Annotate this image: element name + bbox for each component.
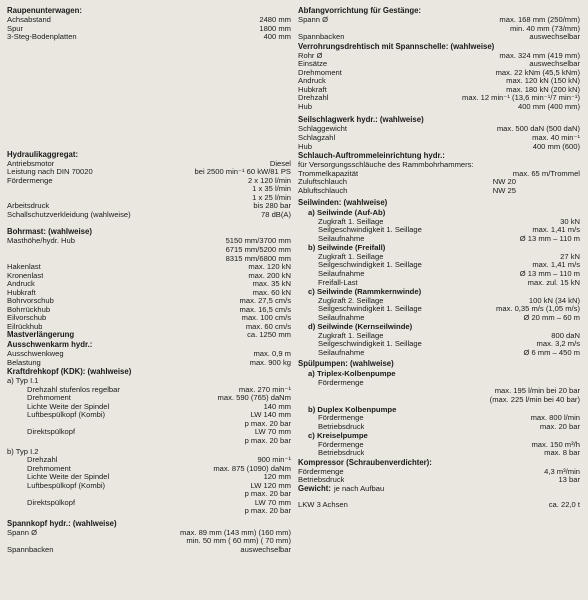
spec-label: Belastung: [7, 358, 41, 367]
spec-value: max. 0,9 m: [253, 349, 291, 359]
spec-label: Eilvorschub: [7, 314, 47, 323]
spec-label: für Versorgungsschläuche des Rammbohrhammers:: [298, 161, 474, 170]
spec-value: max. 168 mm (250/mm): [499, 15, 580, 24]
section-heading: Ausschwenkarm hydr.:: [7, 340, 93, 350]
spec-value: 800 daN: [551, 330, 580, 340]
spec-value: max. 1,41 m/s: [532, 225, 580, 235]
spec-row: [7, 16, 291, 25]
spec-row: [7, 448, 291, 457]
spec-value: max. 800 l/min: [530, 413, 580, 423]
spec-value: max. 12 min⁻¹ (13,6 min⁻¹/7 min⁻¹): [462, 93, 580, 103]
spec-value: LW 70 mm: [254, 427, 291, 437]
subsection-heading: c) Seilwinde (Rammkernwinde): [308, 287, 422, 297]
spec-row: [298, 441, 580, 450]
spec-row: [7, 403, 291, 412]
spec-row: [298, 143, 580, 152]
spec-label: Seilaufnahme: [318, 348, 365, 357]
spec-value: min. 40 mm (73/mm): [509, 23, 580, 33]
spec-value: max. 324 mm (419 mm): [499, 50, 580, 60]
spec-label: Gewicht:: [298, 484, 331, 493]
spec-row: [298, 170, 580, 179]
spec-value: Ø 13 mm – 110 m: [519, 233, 580, 243]
spec-row: [7, 437, 291, 446]
spec-row: [7, 490, 291, 499]
spec-label: Drehmoment: [27, 394, 71, 403]
spec-label: Lichte Weite der Spindel: [27, 402, 110, 411]
spec-value: 4,3 m³/min: [544, 466, 580, 476]
spec-label: Zuluftschlauch: [298, 178, 347, 187]
spec-row: [298, 414, 580, 423]
spec-row: [7, 465, 291, 474]
spec-value: NW 20: [492, 177, 516, 187]
spacer: [298, 493, 580, 501]
spec-label: Fördermenge: [7, 176, 53, 185]
spec-value: max. 27,5 cm/s: [239, 296, 291, 306]
spec-label: Einsätze: [298, 60, 328, 69]
spec-value: 400 mm: [263, 32, 291, 42]
spec-row: [298, 449, 580, 458]
spec-value: bei 2500 min⁻¹ 60 kW/81 PS: [194, 167, 291, 177]
spec-value: max. 8 bar: [544, 448, 580, 458]
section-heading: Hydraulikaggregat:: [7, 149, 79, 159]
spec-value: (max. 225 l/min bei 40 bar): [489, 395, 580, 404]
spec-label: Fördermenge: [318, 440, 364, 449]
spec-label: Schallschutzverkleidung (wahlweise): [7, 210, 131, 219]
spec-row: [7, 473, 291, 482]
spec-row: [7, 25, 291, 34]
section-heading: Spannkopf hydr.: (wahlweise): [7, 518, 117, 528]
spec-label: Drehzahl: [27, 456, 58, 465]
spec-value: NW 25: [492, 185, 516, 195]
spec-label: Ausschwenkweg: [7, 350, 64, 359]
spec-row: [298, 103, 580, 112]
spec-value: max. 89 mm (143 mm) (160 mm): [180, 527, 291, 537]
spec-label: Spannbacken: [298, 33, 345, 42]
spec-label: Betriebsdruck: [318, 449, 365, 458]
spec-label: a) Typ I.1: [7, 377, 39, 386]
spec-label: b) Typ I.2: [7, 447, 39, 456]
spec-row: [298, 314, 580, 323]
spec-row: [7, 350, 291, 359]
spec-value: 2480 mm: [259, 15, 291, 24]
spec-value: max. 900 kg: [249, 357, 291, 367]
spec-row: [298, 178, 580, 187]
spec-label: Seilgeschwindigkeit 1. Seillage: [318, 340, 422, 349]
spec-value: max. 150 m³/h: [531, 439, 580, 449]
spec-label: Mastverlängerung: [7, 331, 75, 340]
spec-row: [7, 177, 291, 186]
spec-row: [7, 546, 291, 555]
spec-value: max. 500 daN (500 daN): [496, 124, 580, 134]
spec-label: Luftbespülkopf (Kombi): [27, 481, 106, 490]
spec-value: max. 60 kN: [252, 287, 291, 297]
spec-row: [7, 420, 291, 429]
spec-value: 100 kN (34 kN): [528, 295, 580, 305]
spec-label: Achsabstand: [7, 16, 51, 24]
spec-label: Zugkraft 1. Seillage: [318, 217, 384, 226]
section-heading: Raupenunterwagen:: [7, 6, 82, 15]
spec-label: Zugkraft 2. Seillage: [318, 296, 384, 305]
spec-value: 400 mm (600): [532, 141, 580, 151]
spec-row: [7, 280, 291, 289]
spec-label: Luftbespülkopf (Kombi): [27, 411, 106, 420]
spec-value: 900 min⁻¹: [257, 455, 291, 465]
spec-value: Ø 6 mm – 450 m: [523, 347, 580, 357]
spec-value: max. 200 kN: [248, 270, 291, 280]
spec-label: Schlaggewicht: [298, 125, 347, 134]
spec-value: max. 100 cm/s: [241, 313, 291, 323]
subsection-heading: b) Seilwinde (Freifall): [308, 243, 386, 253]
spec-label: Schlagzahl: [298, 134, 336, 143]
spec-value: 1 x 25 l/min: [252, 192, 291, 202]
spec-label: Zugkraft 1. Seillage: [318, 252, 384, 261]
spec-row: [298, 485, 580, 494]
spec-label: Abluftschlauch: [298, 186, 348, 195]
spec-value: auswechselbar: [529, 32, 580, 42]
spec-value: max. 3,2 m/s: [536, 339, 580, 349]
spec-value: max. 120 kN: [248, 262, 291, 272]
spec-value: max. zul. 15 kN: [527, 277, 580, 287]
spec-label: Fördermenge: [318, 414, 364, 423]
spec-row: [7, 33, 291, 42]
spec-label: Betriebsdruck: [298, 476, 345, 485]
spec-row: [298, 33, 580, 42]
spec-label: Seilaufnahme: [318, 270, 365, 279]
spec-label: Drehmoment: [27, 464, 71, 473]
spec-label: Seilgeschwindigkeit 1. Seillage: [318, 305, 422, 314]
spec-row: [7, 331, 291, 340]
spec-label: Kronenlast: [7, 271, 44, 280]
spec-label: Hubkraft: [298, 85, 327, 94]
spec-note: je nach Aufbau: [333, 483, 385, 493]
spec-value: Ø 13 mm – 110 m: [519, 269, 580, 279]
spacer: [7, 42, 291, 150]
section-heading: Kraftdrehkopf (KDK): (wahlweise): [7, 367, 132, 377]
spec-label: Andruck: [7, 280, 35, 289]
spec-value: auswechselbar: [240, 544, 291, 554]
spec-value: p max. 20 bar: [244, 489, 291, 499]
spec-label: Direktspülkopf: [27, 498, 76, 507]
subsection-heading: a) Triplex-Kolbenpumpe: [308, 369, 396, 379]
spec-value: max. 270 min⁻¹: [238, 384, 291, 394]
spec-row: [7, 185, 291, 194]
spec-value: 6715 mm/5200 mm: [225, 245, 291, 255]
subsection-heading: a) Seilwinde (Auf-Ab): [308, 208, 386, 218]
section-heading: Seilschlagwerk hydr.: (wahlweise): [298, 115, 424, 125]
spec-label: Hub: [298, 142, 312, 151]
spec-row: [298, 423, 580, 432]
spec-value: LW 70 mm: [254, 497, 291, 507]
spec-value: p max. 20 bar: [244, 418, 291, 428]
spec-value: max. 120 kN (150 kN): [506, 76, 580, 86]
spec-value: max. 22 kNm (45,5 kNm): [495, 67, 580, 77]
spec-value: 120 mm: [263, 472, 291, 482]
spec-row: [7, 507, 291, 516]
spec-value: max. 16,5 cm/s: [239, 304, 291, 314]
spec-value: LW 140 mm: [250, 410, 291, 420]
spec-row: [298, 349, 580, 358]
spec-row: [7, 211, 291, 220]
spec-value: 30 kN: [560, 216, 580, 226]
spec-value: auswechselbar: [529, 59, 580, 69]
spacer: [7, 219, 291, 227]
spec-row: [298, 279, 580, 288]
spec-label: LKW 3 Achsen: [298, 501, 348, 510]
spec-value: max. 60 cm/s: [245, 321, 291, 331]
spec-label: Seilaufnahme: [318, 234, 365, 243]
spec-label: Hub: [298, 102, 312, 111]
spec-label: Seilgeschwindigkeit 1. Seillage: [318, 261, 422, 270]
spec-label: Direktspülkopf: [27, 428, 76, 437]
spec-row: [7, 394, 291, 403]
spec-label: Seilaufnahme: [318, 313, 365, 322]
spec-value: ca. 22,0 t: [548, 500, 580, 510]
spec-value: max. 65 m/Trommel: [512, 168, 580, 178]
spec-label: Andruck: [298, 77, 326, 86]
section-heading: Bohrmast: (wahlweise): [7, 227, 92, 237]
spec-label: Drehzahl stufenlos regelbar: [27, 385, 120, 394]
spec-label: Spann Ø: [298, 16, 328, 24]
spec-value: max. 590 (765) daNm: [217, 393, 291, 403]
spec-row: [298, 468, 580, 477]
section-heading: Verrohrungsdrehtisch mit Spannschelle: (wahlweise): [298, 41, 495, 51]
spec-label: Leistung nach DIN 70020: [7, 168, 93, 177]
spec-row: [7, 359, 291, 368]
section-heading: Seilwinden: (wahlweise): [298, 198, 388, 208]
spec-row: [7, 272, 291, 281]
section-heading: Spülpumpen: (wahlweise): [298, 359, 394, 369]
spec-value: 140 mm: [263, 401, 291, 411]
spec-value: 400 mm (400 mm): [517, 101, 580, 111]
spec-label: Masthöhe/hydr. Hub: [7, 237, 75, 246]
spec-label: Drehzahl: [298, 94, 329, 103]
spec-row: [298, 396, 580, 405]
spec-label: Spann Ø: [7, 528, 37, 537]
spec-value: p max. 20 bar: [244, 506, 291, 516]
spec-value: 5150 mm/3700 mm: [225, 236, 291, 246]
spec-label: Hakenlast: [7, 263, 41, 272]
spec-value: Diesel: [269, 158, 291, 168]
spec-label: Eilrückhub: [7, 322, 43, 331]
spec-label: Drehmoment: [298, 68, 342, 77]
spec-value: 1 x 35 l/min: [252, 184, 291, 194]
spec-value: Ø 20 mm – 60 m: [523, 312, 580, 322]
spec-row: [298, 235, 580, 244]
subsection-heading: b) Duplex Kolbenpumpe: [308, 404, 397, 414]
spec-value: max. 180 kN (200 kN): [506, 84, 580, 94]
spec-label: Betriebsdruck: [318, 422, 365, 431]
spec-value: p max. 20 bar: [244, 435, 291, 445]
spec-label: 3-Steg-Bodenplatten: [7, 33, 77, 42]
subsection-heading: d) Seilwinde (Kernseilwinde): [308, 322, 413, 332]
spec-value: max. 20 bar: [539, 421, 580, 431]
spec-value: 1800 mm: [259, 23, 291, 33]
spec-value: 2 x 120 l/min: [247, 175, 291, 185]
spec-label: Hubkraft: [7, 288, 36, 297]
spec-label: Arbeitsdruck: [7, 202, 50, 211]
spec-value: max. 0,35 m/s (1,05 m/s): [496, 304, 580, 314]
spec-label: Fördermenge: [318, 378, 364, 387]
section-heading: Schlauch-Auftrommeleinrichtung hydr.:: [298, 151, 445, 161]
spec-value: LW 120 mm: [250, 480, 291, 490]
spec-label: Seilgeschwindigkeit 1. Seillage: [318, 226, 422, 235]
spec-row: [298, 187, 580, 196]
spec-value: min. 50 mm ( 60 mm) ( 70 mm): [186, 536, 291, 546]
spec-value: max. 35 kN: [252, 279, 291, 289]
spec-row: [298, 501, 580, 510]
spec-value: max. 875 (1090) daNm: [213, 463, 291, 473]
spec-value: 8315 mm/6800 mm: [225, 253, 291, 263]
section-heading: Abfangvorrichtung für Gestänge:: [298, 6, 422, 15]
spec-value: ca. 1250 mm: [247, 330, 291, 340]
spec-label: Spur: [7, 24, 24, 33]
section-heading: Kompressor (Schraubenverdichter):: [298, 457, 432, 467]
spec-label: Zugkraft 1. Seillage: [318, 331, 384, 340]
spec-label: Spannbacken: [7, 545, 54, 554]
spec-value: max. 1,41 m/s: [532, 260, 580, 270]
spec-value: 13 bar: [558, 475, 580, 485]
spec-row: [7, 194, 291, 203]
spec-value: max. 40 min⁻¹: [532, 133, 580, 143]
spec-label: Fördermenge: [298, 467, 344, 476]
spec-value: bis 280 bar: [253, 201, 291, 211]
subsection-heading: c) Kreiselpumpe: [308, 431, 368, 441]
spec-label: Freifall-Last: [318, 278, 358, 287]
spec-value: 78 dB(A): [261, 209, 291, 219]
spec-label: Lichte Weite der Spindel: [27, 473, 110, 482]
spec-label: Antriebsmotor: [7, 159, 55, 168]
left-column: [7, 6, 291, 555]
spec-value: 27 kN: [560, 251, 580, 261]
spec-value: max. 195 l/min bei 20 bar: [494, 386, 580, 396]
spec-label: Rohr Ø: [298, 51, 323, 60]
spec-label: Bohrvorschub: [7, 297, 54, 306]
spec-label: Bohrrückhub: [7, 305, 51, 314]
right-column: [298, 6, 580, 510]
spec-label: Trommelkapazität: [298, 169, 359, 178]
spec-row: [7, 202, 291, 211]
